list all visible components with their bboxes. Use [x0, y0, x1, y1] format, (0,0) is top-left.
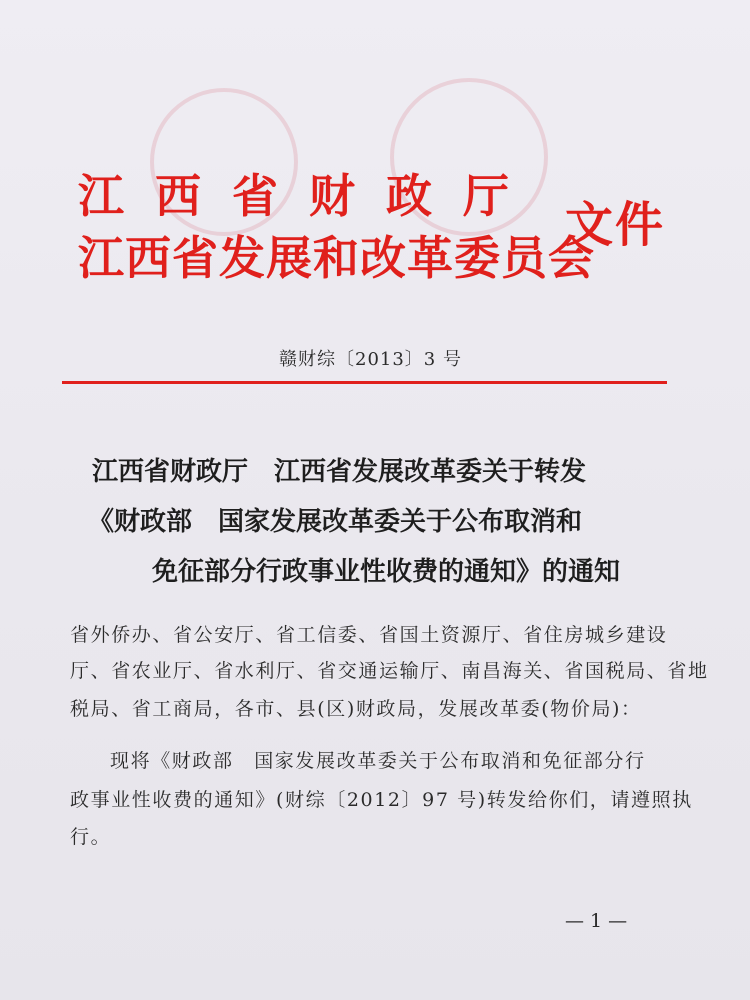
document-number: 赣财综〔2013〕3 号	[279, 349, 462, 370]
recipients-line-1: 省外侨办、省公安厅、省工信委、省国土资源厅、省住房城乡建设	[70, 624, 668, 646]
header-suffix: 文件	[565, 197, 666, 253]
body-line-2: 政事业性收费的通知》(财综〔2012〕97 号)转发给你们，请遵照执	[70, 789, 693, 811]
recipients-line-3: 税局、省工商局，各市、县(区)财政局，发展改革委(物价局)：	[70, 698, 642, 720]
title-line-1: 江西省财政厅 江西省发展改革委关于转发	[92, 457, 587, 487]
header-line-2: 江西省发展和改革委员会	[78, 231, 595, 285]
page-number: — 1 —	[565, 910, 628, 932]
title-line-3: 免征部分行政事业性收费的通知》的通知	[152, 557, 621, 587]
body-line-3: 行。	[70, 826, 112, 848]
title-line-2: 《财政部 国家发展改革委关于公布取消和	[88, 507, 583, 537]
body-line-1: 现将《财政部 国家发展改革委关于公布取消和免征部分行	[110, 750, 646, 772]
recipients-line-2: 厅、省农业厅、省水利厅、省交通运输厅、南昌海关、省国税局、省地	[70, 660, 709, 682]
header-line-1: 江西省财政厅	[78, 169, 540, 223]
red-divider-line	[62, 381, 667, 384]
